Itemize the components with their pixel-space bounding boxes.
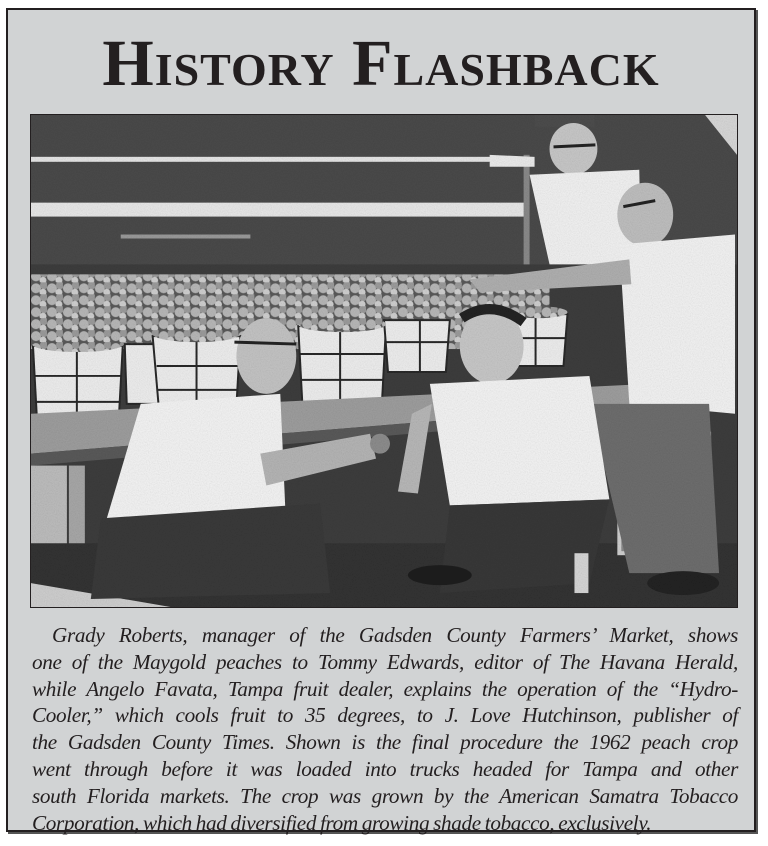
- caption-line: south Florida markets. The crop was grown by the American Samatra Tobacco: [32, 783, 738, 808]
- caption-line: while Angelo Favata, Tampa fruit dealer, explains the operation of the “Hydro-: [32, 676, 738, 701]
- historical-photo: [30, 114, 738, 608]
- photo-caption: [32, 622, 738, 836]
- photo-image: [31, 115, 737, 607]
- page-title: History Flashback: [102, 27, 660, 100]
- caption-line: the Gadsden County Times. Shown is the final procedure the 1962 peach crop: [32, 730, 738, 755]
- caption-line: Cooler,” which cools fruit to 35 degrees, to J. Love Hutchinson, publisher of: [32, 703, 738, 728]
- caption-line: Grady Roberts, manager of the Gadsden County Farmers’ Market, shows: [52, 623, 738, 647]
- history-flashback-box: [6, 8, 756, 835]
- caption-line: went through before it was loaded into trucks headed for Tampa and other: [32, 756, 738, 781]
- caption-line: one of the Maygold peaches to Tommy Edwards, editor of The Havana Herald,: [32, 649, 738, 674]
- caption-line: Corporation, which had diversified from growing shade tobacco, exclusively.: [32, 810, 652, 835]
